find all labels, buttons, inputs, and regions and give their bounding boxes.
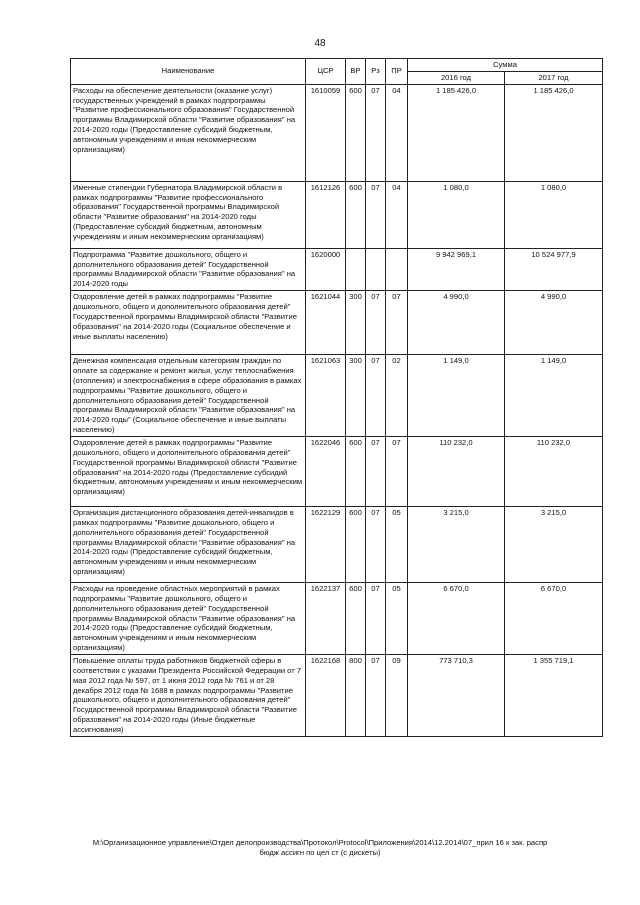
header-sum: Сумма xyxy=(408,59,603,72)
row-amount-2016: 1 185 426,0 xyxy=(408,84,505,181)
header-row xyxy=(71,59,603,72)
page-number: 48 xyxy=(314,38,326,49)
footer-path xyxy=(60,838,580,859)
row-pr: 02 xyxy=(386,355,408,437)
row-code: 1610059 xyxy=(306,84,346,181)
row-name: Оздоровление детей в рамках подпрограммы "Развитие дошкольного, общего и дополнительного образования детей" Государственной программы Владимирской области "Развитие образования" на 2014-2020 годы (Социальное обеспечение и иные выплаты населению) xyxy=(71,291,306,355)
row-name: Именные стипендии Губернатора Владимирской области в рамках подпрограммы "Развитие профессионального образования" Государственной программы Владимирской области "Развитие образования" на 2014-2020 годы (Предоставление субсидий бюджетным, автономным учреждениям и иным некоммерческим организациям) xyxy=(71,181,306,248)
header-2016: 2016 год xyxy=(408,71,505,84)
row-rz: 07 xyxy=(366,655,386,737)
row-rz: 07 xyxy=(366,437,386,507)
row-code: 1622168 xyxy=(306,655,346,737)
row-amount-2017: 10 524 977,9 xyxy=(505,248,603,290)
table-row xyxy=(71,181,603,248)
row-amount-2017: 1 149,0 xyxy=(505,355,603,437)
row-pr xyxy=(386,248,408,290)
row-pr: 07 xyxy=(386,437,408,507)
row-amount-2017: 3 215,0 xyxy=(505,507,603,583)
row-rz xyxy=(366,248,386,290)
table-row xyxy=(71,291,603,355)
row-code: 1622129 xyxy=(306,507,346,583)
row-code: 1622046 xyxy=(306,437,346,507)
footer-line-1: М:\Организационное управление\Отдел делопроизводства\Протокол\Protocol\Приложения\2014\12.2014\07_прил 16 к зак. распр xyxy=(92,838,548,847)
row-amount-2016: 4 990,0 xyxy=(408,291,505,355)
row-amount-2017: 1 185 426,0 xyxy=(505,84,603,181)
row-rz: 07 xyxy=(366,291,386,355)
row-vr: 800 xyxy=(346,655,366,737)
row-name: Подпрограмма "Развитие дошкольного, общего и дополнительного образования детей" Государственной программы Владимирской области "Развитие образования" на 2014-2020 годы xyxy=(71,248,306,290)
row-amount-2016: 773 710,3 xyxy=(408,655,505,737)
row-pr: 09 xyxy=(386,655,408,737)
row-pr: 04 xyxy=(386,181,408,248)
row-name: Оздоровление детей в рамках подпрограммы "Развитие дошкольного, общего и дополнительного образования детей" Государственной программы Владимирской области "Развитие образования" на 2014-2020 годы (Предоставление субсидий бюджетным, автономным учреждениям и иным некоммерческим организациям) xyxy=(71,437,306,507)
table-row xyxy=(71,355,603,437)
row-name: Организация дистанционного образования детей-инвалидов в рамках подпрограммы "Развитие дошкольного, общего и дополнительного образования детей" Государственной программы Владимирской области "Развитие образования" на 2014-2020 годы (Предоставление субсидий бюджетным, автономным учреждениям и иным некоммерческим организациям) xyxy=(71,507,306,583)
row-amount-2017: 1 080,0 xyxy=(505,181,603,248)
header-name: Наименование xyxy=(71,59,306,85)
row-name: Расходы на проведение областных мероприятий в рамках подпрограммы "Развитие дошкольного, общего и дополнительного образования детей" Государственной программы Владимирской области "Развитие образования" на 2014-2020 годы (Предоставление субсидий бюджетным, автономным учреждениям и иным некоммерческим организациям) xyxy=(71,583,306,655)
row-vr: 600 xyxy=(346,84,366,181)
row-amount-2016: 1 149,0 xyxy=(408,355,505,437)
row-amount-2017: 4 990,0 xyxy=(505,291,603,355)
row-vr xyxy=(346,248,366,290)
row-pr: 07 xyxy=(386,291,408,355)
row-code: 1621063 xyxy=(306,355,346,437)
row-vr: 300 xyxy=(346,355,366,437)
row-vr: 300 xyxy=(346,291,366,355)
budget-table xyxy=(70,58,603,737)
row-rz: 07 xyxy=(366,583,386,655)
row-amount-2016: 1 080,0 xyxy=(408,181,505,248)
row-vr: 600 xyxy=(346,507,366,583)
row-vr: 600 xyxy=(346,181,366,248)
row-pr: 05 xyxy=(386,583,408,655)
row-pr: 04 xyxy=(386,84,408,181)
row-rz: 07 xyxy=(366,355,386,437)
row-rz: 07 xyxy=(366,84,386,181)
row-amount-2017: 110 232,0 xyxy=(505,437,603,507)
row-amount-2017: 1 355 719,1 xyxy=(505,655,603,737)
row-rz: 07 xyxy=(366,507,386,583)
table-row xyxy=(71,84,603,181)
row-pr: 05 xyxy=(386,507,408,583)
footer-line-2: бюдж ассигн по цел ст (с дискеты) xyxy=(259,848,381,858)
table-row xyxy=(71,437,603,507)
row-code: 1612126 xyxy=(306,181,346,248)
table-row xyxy=(71,248,603,290)
row-amount-2016: 110 232,0 xyxy=(408,437,505,507)
row-amount-2017: 6 670,0 xyxy=(505,583,603,655)
row-amount-2016: 3 215,0 xyxy=(408,507,505,583)
header-rz: Рз xyxy=(366,59,386,85)
row-name: Денежная компенсация отдельным категориям граждан по оплате за содержание и ремонт жилья, услуг теплоснабжения (отопления) и электроснабжения в сфере образования в рамках подпрограммы "Развитие дошкольного, общего и дополнительного образования детей" Государственной программы Владимирской области "Развитие образования" на 2014-2020 годы" (Социальное обеспечение и иные выплаты населению) xyxy=(71,355,306,437)
row-code: 1620000 xyxy=(306,248,346,290)
table-row xyxy=(71,655,603,737)
row-vr: 600 xyxy=(346,437,366,507)
header-2017: 2017 год xyxy=(505,71,603,84)
header-code: ЦСР xyxy=(306,59,346,85)
row-code: 1621044 xyxy=(306,291,346,355)
row-name: Повышение оплаты труда работников бюджетной сферы в соответствии с указами Президента Российской Федерации от 7 мая 2012 года № 597, от 1 июня 2012 года № 761 и от 28 декабря 2012 года № 1688 в рамках подпрограммы "Развитие дошкольного, общего и дополнительного образования детей" Государственной программы Владимирской области "Развитие образования" на 2014-2020 годы (Иные бюджетные ассигнования) xyxy=(71,655,306,737)
row-amount-2016: 6 670,0 xyxy=(408,583,505,655)
table-row xyxy=(71,583,603,655)
row-amount-2016: 9 942 969,1 xyxy=(408,248,505,290)
row-code: 1622137 xyxy=(306,583,346,655)
table-row xyxy=(71,507,603,583)
header-vr: ВР xyxy=(346,59,366,85)
header-pr: ПР xyxy=(386,59,408,85)
row-name: Расходы на обеспечение деятельности (оказание услуг) государственных учреждений в рамках подпрограммы "Развитие профессионального образования" Государственной программы Владимирской области "Развитие образования" на 2014-2020 годы (Предоставление субсидий бюджетным, автономным учреждениям и иным некоммерческим организациям) xyxy=(71,84,306,181)
row-rz: 07 xyxy=(366,181,386,248)
row-vr: 600 xyxy=(346,583,366,655)
